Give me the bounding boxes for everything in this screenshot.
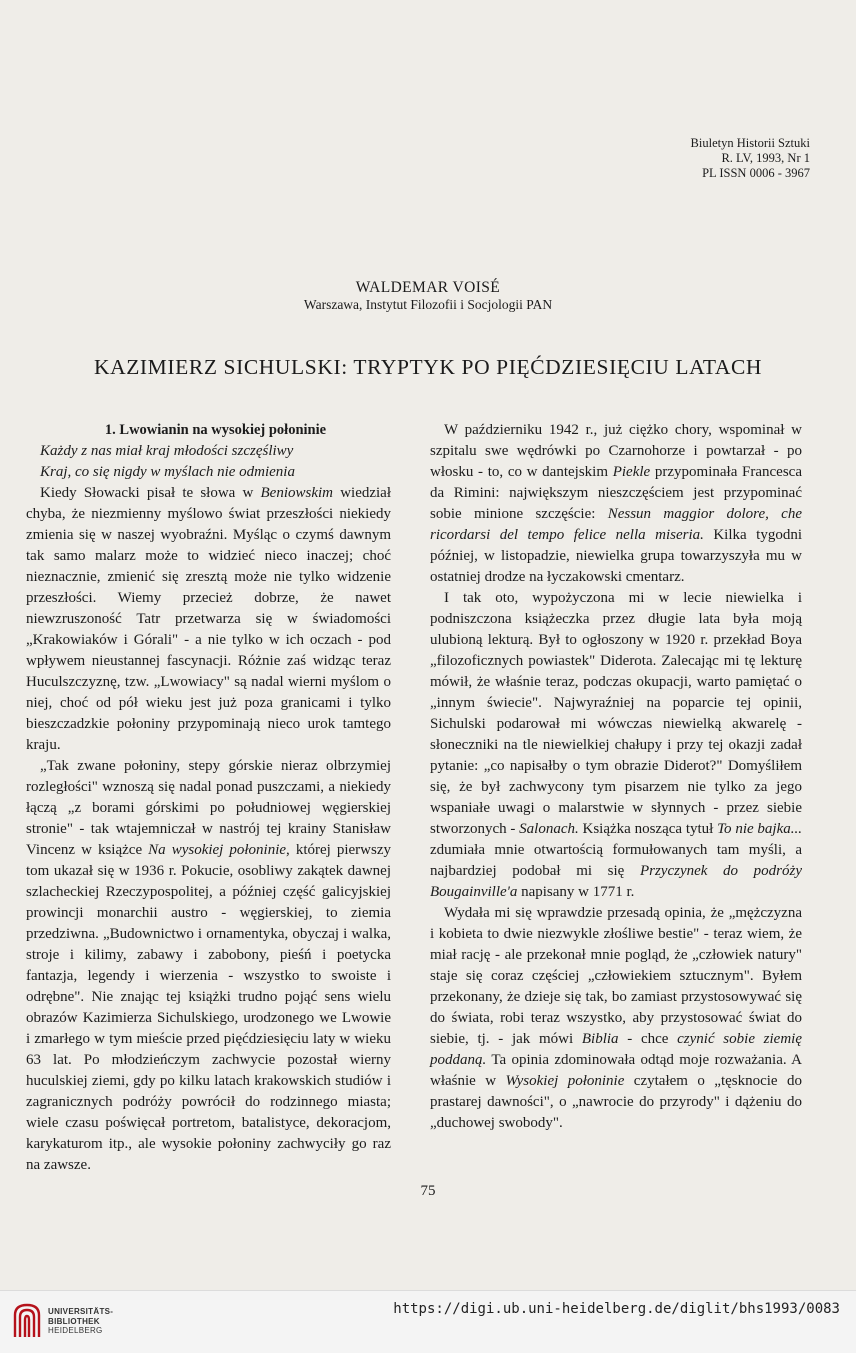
text-run: , której pierwszy tom ukazał się w 1936 r. Pokucie, osobliwy zakątek dawnej szlacheckiej Rzeczypospolitej, a później część galicyjskiej prowincji monarchii austro - węgierskiej, to ziemia przedziwna. „Budownictwo i ornamentyka, obyczaj i walka, stroje i kilimy, zabawy i zabobony, pieśń i poetycka fantazja, legendy i wierzenia - wszystko to swoiste i odrębne". Nie znając tej książki trudno pojąć sens wielu obrazów Kazimierza Sichulskiego, urodzonego we Lwowie i zmarłego w tym mieście przed pięćdziesięciu laty w wieku 63 lat. Po młodzieńczym zachwycie pozostał wierny huculskiej ziemi, gdy po kilku latach krakowskich studiów i zagranicznych podróży powrócił do rodzinnego miasta; wiele czasu poświęcał portretom, batalistyce, dekoracjom, karykaturom itp., ale wysokie połoniny zachwyciły go raz na zawsze. <box>26 842 391 1173</box>
italic-run: Biblia <box>581 1031 619 1047</box>
text-run: Książka nosząca tytuł <box>578 821 718 837</box>
library-name[interactable] <box>48 1307 113 1336</box>
text-run: Kiedy Słowacki pisał te słowa w <box>40 485 261 501</box>
text-run: - chce <box>618 1031 678 1047</box>
italic-run: Beniowskim <box>260 485 334 501</box>
text-run: napisany w 1771 r. <box>517 884 635 900</box>
library-line: UNIVERSITÄTS- <box>48 1307 114 1316</box>
journal-issn: PL ISSN 0006 - 3967 <box>702 166 810 180</box>
italic-run: Salonach. <box>519 821 579 837</box>
text-run: zdumiała mnie otwartością formułowanych tam myśli, a najbardziej podobał mi się <box>430 842 802 879</box>
paragraph <box>430 903 802 1134</box>
text-run: Kilka tygodni później, w listopadzie, niewielka grupa towarzyszyła mu w ostatniej drodze na łyczakowski cmentarz. <box>430 527 802 585</box>
verse-line: Każdy z nas miał kraj młodości szczęśliwy <box>40 443 294 459</box>
right-column <box>430 420 802 1134</box>
paragraph <box>430 588 802 903</box>
library-line: HEIDELBERG <box>48 1326 103 1335</box>
italic-run: Przyczynek do podróży Bougainville'a <box>430 863 802 900</box>
section-heading: 1. Lwowianin na wysokiej połoninie <box>104 422 327 438</box>
italic-run: Wysokiej połoninie <box>505 1073 625 1089</box>
italic-run: czynić sobie ziemię poddaną. <box>430 1031 803 1068</box>
verse-line: Kraj, co się nigdy w myślach nie odmienia <box>40 464 295 480</box>
page-number: 75 <box>420 1183 436 1199</box>
text-run: Wydała mi się wprawdzie przesadą opinia, że „mężczyzna i kobieta to dwie niezwykle złośliwe bestie" - teraz wiem, że miał rację - ale przekonał mnie pogląd, że „człowiek natury" staje się coraz częściej „człowiekiem sztucznym". Byłem przekonany, że dzieje się tak, bo zamiast przystosowywać się do świata, robi teraz wszystko, aby przystosować świat do siebie, tj. - jak mówi <box>430 905 802 1047</box>
text-run: I tak oto, wypożyczona mi w lecie niewielka i podniszczona książeczka przez długie lata była moją ulubioną lekturą. Był to ogłoszony w 1920 r. przekład Boya „filozoficznych powiastek" Diderota. Zalecając mi tę lekturę mówił, że właśnie teraz, podczas okupacji, warto pamiętać o „innym świecie". Najwyraźniej na poparcie tej opinii, Sichulski podarował mi wówczas niewielką akwarelę - słoneczniki na tle niewielkiej chałupy i przy tej okazji zadał pytanie: „co napisałby o tym obrazie Diderot?" Domyśliłem się, że był zachwycony tym pisarzem nie tylko za jego wspaniałe uwagi o malarstwie w słynnych - przez siebie stworzonych - <box>430 590 802 837</box>
author-name: WALDEMAR VOISÉ <box>355 279 501 296</box>
text-run: W październiku 1942 r., już ciężko chory, wspominał w szpitalu swe wędrówki po Czarnohorze i powtarzał - po włosku - to, co w dantejskim <box>430 422 802 480</box>
text-run: Ta opinia zdominowała odtąd moje rozważania. A właśnie w <box>430 1052 802 1089</box>
permalink-url[interactable]: https://digi.ub.uni-heidelberg.de/diglit/bhs1993/0083 <box>393 1301 840 1317</box>
paragraph <box>26 756 391 1176</box>
library-line: BIBLIOTHEK <box>48 1316 100 1326</box>
paragraph <box>430 420 802 588</box>
italic-run: Piekle <box>612 464 651 480</box>
article-title: KAZIMIERZ SICHULSKI: TRYPTYK PO PIĘĆDZIESIĘCIU LATACH <box>93 355 763 379</box>
left-column <box>26 420 391 1176</box>
text-run: wiedział chyba, że niezmienny myślowo świat przeszłości niekiedy zmienia się w naszej wyobraźni. Myśląc o czymś dawnym tak samo malarz może to widzieć nieco inaczej; choć nieznacznie, zmienić się zresztą może nie tylko widzenie przeszłości. Wiemy przecież dobrze, że nawet niewzruszoność Tatr przetwarza się w świadomości „Krakowiaków i Górali" - a nie tylko w ich oczach - pod wpływem nieustannej fascynacji. Różnie zaś widząc teraz Huculszczyznę, tzw. „Lwowiacy" są nadal wierni myślom o niej, choć od pół wieku jest już poza granicami i tylko bieszczadzkie połoniny przypominają nieco urok tamtego kraju. <box>26 485 391 753</box>
text-run: „Tak zwane połoniny, stepy górskie nieraz olbrzymiej rozległości" wznoszą się nadal ponad puszczami, a niekiedy łączą „z borami górskimi po południowej węgierskiej stronie" - tak wtajemniczał w nastrój tej krainy Stanisław Vincenz w książce <box>26 758 391 858</box>
journal-info <box>691 136 810 181</box>
text-run: przypominała Francesca da Rimini: największym nieszczęściem jest przypominać sobie minione szczęście: <box>430 464 802 522</box>
italic-run: Nessun maggior dolore, che ricordarsi del tempo felice nella miseria. <box>430 506 802 543</box>
text-run: czytałem o „tęsknocie do prastarej dawności", o „nawrocie do przyrody" i dążeniu do „duchowej swobody". <box>430 1073 803 1131</box>
journal-volume: R. LV, 1993, Nr 1 <box>721 151 810 165</box>
paragraph <box>26 483 391 756</box>
italic-run: To nie bajka... <box>717 821 802 837</box>
journal-name: Biuletyn Historii Sztuki <box>690 136 810 150</box>
italic-run: Na wysokiej połoninie <box>148 842 287 858</box>
author-affiliation: Warszawa, Instytut Filozofii i Socjologii PAN <box>303 297 553 312</box>
library-logo-icon[interactable] <box>12 1301 42 1339</box>
viewer-footer <box>0 1290 856 1353</box>
